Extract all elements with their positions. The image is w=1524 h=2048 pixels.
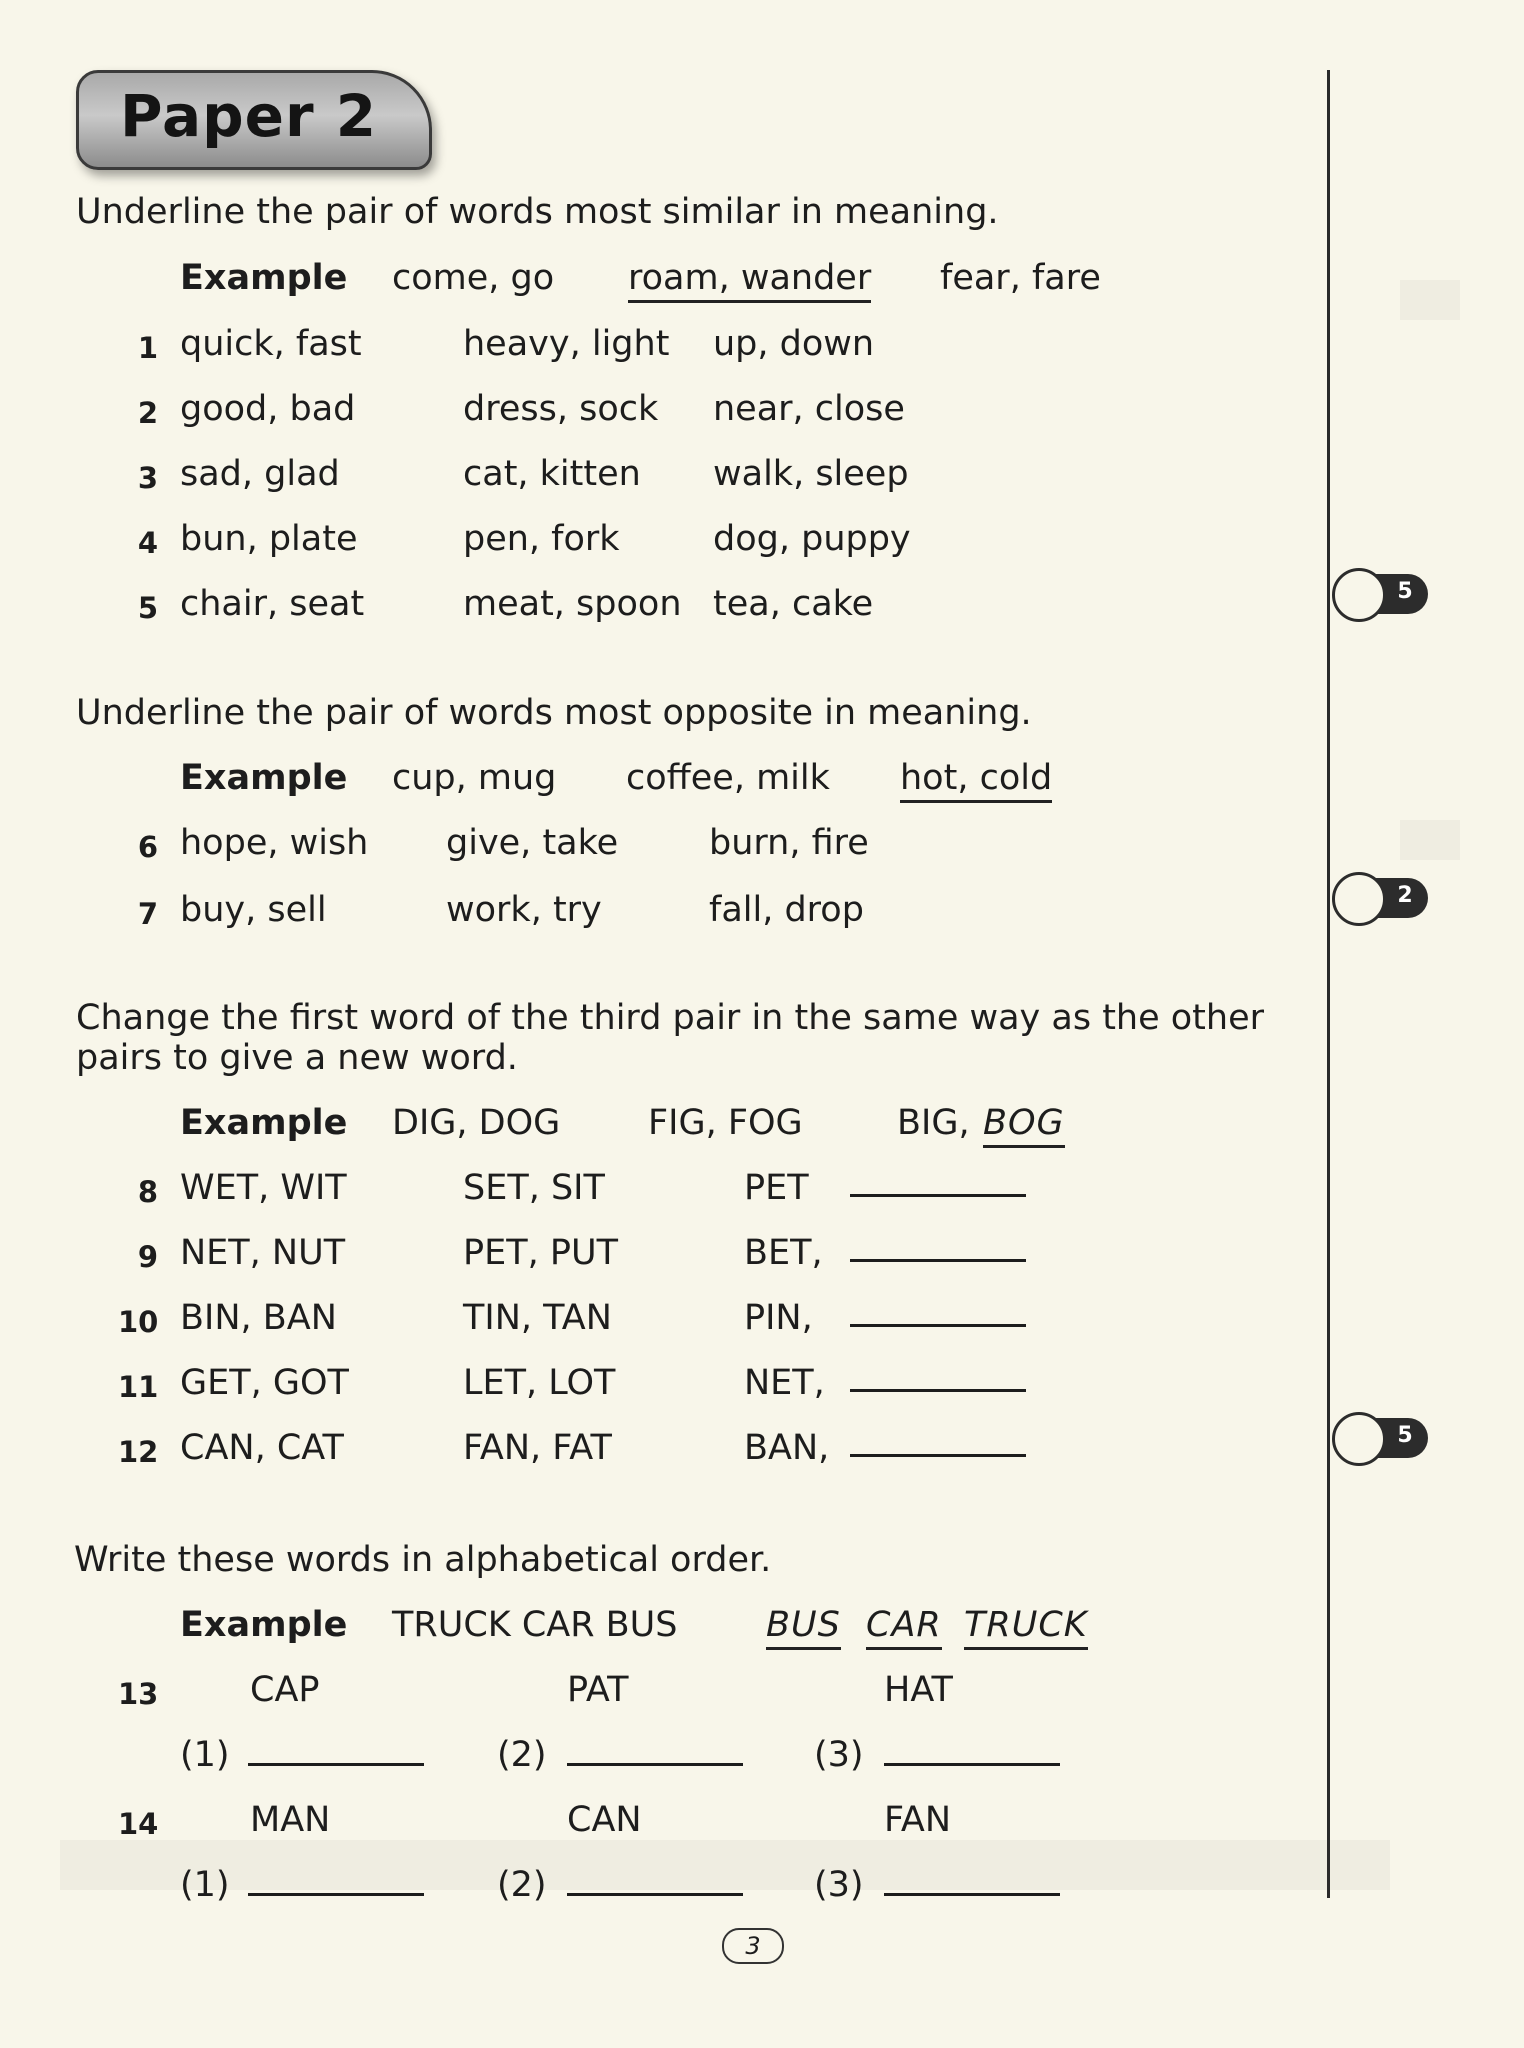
word-pair: PET, PUT [463, 1233, 618, 1273]
word-stem: PIN, [744, 1298, 813, 1338]
word-stem: PET [744, 1168, 809, 1208]
example-answer-pair: hot, cold [900, 758, 1052, 803]
change-instruction: Change the first word of the third pair in the same way as the other [76, 998, 1265, 1038]
word: CAP [250, 1670, 320, 1710]
question-number: 14 [118, 1807, 159, 1841]
example-label: Example [180, 1103, 348, 1143]
example-word: BIG, [897, 1103, 970, 1143]
word: HAT [884, 1670, 953, 1710]
bleed-mark [1400, 280, 1460, 320]
word-pair[interactable]: walk, sleep [713, 454, 909, 494]
page-number: 3 [722, 1928, 784, 1964]
answer-blank[interactable] [567, 1893, 743, 1896]
word: PAT [567, 1670, 629, 1710]
word-pair[interactable]: dog, puppy [713, 519, 911, 559]
answer-label: (1) [180, 1735, 230, 1775]
question-number: 13 [118, 1677, 159, 1711]
word-pair[interactable]: chair, seat [180, 584, 365, 624]
example-pair: fear, fare [940, 258, 1101, 298]
word-pair: NET, NUT [180, 1233, 346, 1273]
word-pair[interactable]: meat, spoon [463, 584, 682, 624]
score-box [1332, 568, 1428, 620]
word-pair[interactable]: heavy, light [463, 324, 670, 364]
word: FAN [884, 1800, 952, 1840]
answer-blank[interactable] [850, 1324, 1026, 1327]
example-pair: DIG, DOG [392, 1103, 561, 1143]
word-pair: LET, LOT [463, 1363, 616, 1403]
answer-blank[interactable] [884, 1763, 1060, 1766]
example-answer: BOG [983, 1103, 1065, 1148]
question-number: 4 [137, 526, 158, 560]
word-pair[interactable]: bun, plate [180, 519, 358, 559]
answer-label: (2) [497, 1735, 547, 1775]
word-pair: GET, GOT [180, 1363, 349, 1403]
word-pair[interactable]: hope, wish [180, 823, 369, 863]
example-words: TRUCK CAR BUS [392, 1605, 678, 1645]
question-number: 3 [137, 461, 158, 495]
answer-blank[interactable] [248, 1893, 424, 1896]
word-pair[interactable]: pen, fork [463, 519, 620, 559]
answer-blank[interactable] [884, 1893, 1060, 1896]
word: MAN [250, 1800, 331, 1840]
margin-line [1327, 70, 1330, 1898]
alpha-instruction: Write these words in alphabetical order. [74, 1540, 772, 1580]
answer-blank[interactable] [850, 1454, 1026, 1457]
word-pair: WET, WIT [180, 1168, 347, 1208]
word-pair: BIN, BAN [180, 1298, 337, 1338]
example-pair: coffee, milk [626, 758, 830, 798]
word-pair: CAN, CAT [180, 1428, 344, 1468]
example-answer: BUS [766, 1605, 841, 1650]
score-total: 5 [1397, 579, 1413, 604]
word-pair[interactable]: fall, drop [709, 890, 864, 930]
bleed-mark [1400, 820, 1460, 860]
answer-label: (1) [180, 1865, 230, 1905]
word-pair[interactable]: dress, sock [463, 389, 659, 429]
score-box [1332, 1412, 1428, 1464]
answer-blank[interactable] [567, 1763, 743, 1766]
score-box [1332, 872, 1428, 924]
example-answer: CAR [866, 1605, 942, 1650]
answer-label: (3) [814, 1865, 864, 1905]
similar-instruction: Underline the pair of words most similar in meaning. [76, 192, 999, 232]
opposite-instruction: Underline the pair of words most opposite in meaning. [76, 693, 1032, 733]
word-pair[interactable]: work, try [446, 890, 602, 930]
change-instruction: pairs to give a new word. [76, 1038, 518, 1078]
answer-blank[interactable] [850, 1389, 1026, 1392]
word-pair[interactable]: sad, glad [180, 454, 340, 494]
answer-blank[interactable] [850, 1194, 1026, 1197]
word-stem: BET, [744, 1233, 823, 1273]
example-label: Example [180, 258, 348, 298]
word: CAN [567, 1800, 642, 1840]
example-label: Example [180, 758, 348, 798]
question-number: 9 [137, 1240, 158, 1274]
word-stem: NET, [744, 1363, 825, 1403]
question-number: 12 [118, 1435, 159, 1469]
question-number: 7 [137, 897, 158, 931]
word-pair[interactable]: tea, cake [713, 584, 874, 624]
word-pair[interactable]: cat, kitten [463, 454, 641, 494]
example-pair: come, go [392, 258, 555, 298]
question-number: 5 [137, 591, 158, 625]
question-number: 1 [137, 331, 158, 365]
question-number: 10 [118, 1305, 159, 1339]
word-pair: TIN, TAN [463, 1298, 612, 1338]
word-pair: FAN, FAT [463, 1428, 612, 1468]
word-pair: SET, SIT [463, 1168, 605, 1208]
example-label: Example [180, 1605, 348, 1645]
word-pair[interactable]: give, take [446, 823, 619, 863]
word-pair[interactable]: buy, sell [180, 890, 327, 930]
example-pair: FIG, FOG [648, 1103, 803, 1143]
answer-blank[interactable] [850, 1259, 1026, 1262]
answer-blank[interactable] [248, 1763, 424, 1766]
question-number: 11 [118, 1370, 159, 1404]
paper-title: Paper 2 [120, 82, 378, 150]
score-total: 2 [1397, 883, 1413, 908]
answer-label: (2) [497, 1865, 547, 1905]
question-number: 6 [137, 830, 158, 864]
example-pair: cup, mug [392, 758, 557, 798]
question-number: 8 [137, 1175, 158, 1209]
word-pair[interactable]: quick, fast [180, 324, 362, 364]
bleed-mark [60, 1840, 1390, 1890]
word-pair[interactable]: up, down [713, 324, 875, 364]
example-answer-pair: roam, wander [628, 258, 871, 303]
question-number: 2 [137, 396, 158, 430]
word-pair[interactable]: near, close [713, 389, 905, 429]
answer-label: (3) [814, 1735, 864, 1775]
word-pair[interactable]: burn, fire [709, 823, 869, 863]
word-pair[interactable]: good, bad [180, 389, 356, 429]
word-stem: BAN, [744, 1428, 830, 1468]
example-answer: TRUCK [964, 1605, 1088, 1650]
score-total: 5 [1397, 1423, 1413, 1448]
